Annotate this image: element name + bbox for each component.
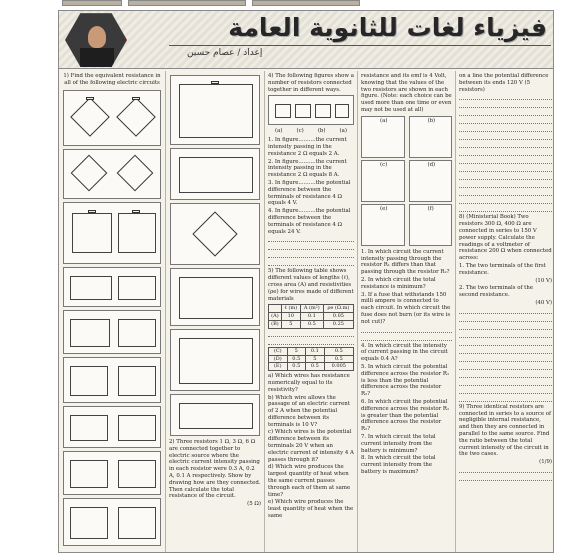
answer-line [459,118,552,124]
circuit-diagram [170,75,260,145]
circuit-loop [70,507,108,539]
answer-line [459,198,552,204]
figure-label: (f) [427,205,434,212]
column-5 [456,71,554,553]
answer-line [459,396,552,402]
table-cell: (A) [269,313,282,321]
question-5-sub: d) Which wire produces the largest quantity of heat when the same current passes through each of them at same time? [268,464,351,498]
circuit-diagram [63,90,161,146]
resistor-symbol [86,97,94,100]
circuit-loop [335,104,349,118]
answer-line [459,126,552,132]
question-6-item: 2. In which circuit the total resistance is minimum? [361,276,436,290]
circuit-loop [118,366,156,396]
answer-line [268,252,354,258]
question-5-sub: e) Which wire produces the least quantity of heat when the same [268,499,354,520]
circuit-figure [361,160,405,202]
resistor-symbol [132,97,140,100]
table-row [269,313,354,321]
question-5-sub: c) Which wires is the potential difference between its terminals 20 V when an electric current of intensity 4 A passes through it? [268,429,354,463]
circuit-loop [70,366,108,396]
answer-line [459,316,552,322]
circuit-figure [409,160,453,202]
circuit-loop [275,104,291,118]
circuit-diagram [63,310,161,354]
circuit-loop [72,213,112,253]
table-cell: 5 [287,347,306,355]
circuit-diagram [63,498,161,546]
question-4-intro: 4) The following figures show a number of resistors connected together in different ways. [268,73,354,93]
circuit-diagram [170,394,260,436]
figure-label: (b) [427,117,436,124]
question-2-text: 2) Three resistors 1 Ω, 3 Ω, 6 Ω are connected together to electric source where the electric current intensity passing in each resistor were 0.3 A, 0.2 A, 0.1 A respectively. Show by drawing how are they connected. Then calculate the total resistance of the circuit. [169,439,261,500]
answer-line [459,102,552,108]
table-cell: 10 [281,313,300,321]
column-1 [59,71,166,553]
answer-line [361,327,452,333]
table-cell: 0.005 [324,363,353,371]
circuit-figure [361,116,405,158]
answer-line [459,142,552,148]
question-8-item: 1. The two terminals of the first resistance. [459,262,546,276]
circuit-loop [70,460,108,488]
answer-line [459,182,552,188]
circuit-loop [118,213,156,253]
table-cell: (E) [269,363,288,371]
table-cell: 0.5 [324,347,353,355]
question-5-intro: 5) The following table shows different values of lengths (ℓ), cross area (A) and resistivities (ρe) for wires made of different materials [268,268,354,302]
table-row [269,355,354,363]
column-2 [166,71,265,553]
author-suit [80,48,114,68]
question-5-sub: b) Which wire allows the passage of an electric current of 2 A when the potential difference between its terminals is 10 V? [268,394,350,428]
table-cell: (C) [269,347,288,355]
circuit-diagram [170,148,260,200]
table-cell: 0.5 [287,363,306,371]
answer-line [459,190,552,196]
question-6-item: 7. In which circuit the total current intensity from the battery is minimum? [361,433,436,454]
circuit-figure [361,204,405,246]
circuit-loop [118,319,156,347]
page-thumbnail[interactable] [252,0,360,6]
table-header: A (m²) [300,305,323,313]
page-header [59,11,554,69]
circuit-diagram [63,202,161,264]
bridge-circuit [70,97,110,137]
circuit-row [361,160,452,202]
answer-line [459,380,552,386]
question-8-mark: (40 V) [535,299,552,306]
circuit-loop [315,104,331,118]
circuit-loop [70,276,112,300]
question-2-mark: (5 Ω) [247,501,261,508]
top-strip [0,0,587,8]
figure-label: (e) [380,205,388,212]
table-cell: (D) [269,355,288,363]
resistor-symbol [88,210,96,213]
circuit-loop [118,276,156,300]
figure-label: (d) [427,161,436,168]
question-1-text: 1) Find the equivalent resistance in all of the following electric circuits [63,73,161,86]
answer-line [459,475,552,481]
circuit-loop [179,277,253,319]
circuit-loop [118,460,156,488]
answer-line [459,150,552,156]
figure-label: (a) [339,128,347,135]
answer-line [459,332,552,338]
answer-line [268,236,354,242]
table-cell: 0.05 [323,313,353,321]
answer-line [459,324,552,330]
circuit-loop [179,403,253,429]
author-photo-emblem [65,13,127,67]
answer-line [459,340,552,346]
circuit-diagram [63,267,161,307]
question-8-text: 8) (Ministerial Book) Two resistors 300 Ω, 400 Ω are connected in series to 150 V power supply. Calculate the readings of a voltmeter of resistance 200 Ω when connected across: [459,214,552,262]
page-title: فيزياء لغات للثانوية العامة [228,13,547,42]
table-cell: 0.1 [300,313,323,321]
circuit-row [361,116,452,158]
question-4-item: 1. In figure..........the current intensity passing in the resistance 2 Ω equals 2 A. [268,137,347,157]
page-thumbnail[interactable] [62,0,122,6]
bridge-circuit [192,211,237,256]
answer-line [268,260,354,266]
materials-table-continued [268,347,354,371]
question-4-item: 2. In figure..........the current intensity passing in the resistance 2 Ω equals 8 A. [268,158,347,179]
answer-line [459,94,552,100]
circuit-figure [409,116,453,158]
circuit-diagram [170,329,260,391]
question-6-intro: resistance and its emf is 4 Volt, knowing that the values of the two resistors are shown in each figure. (Note: each choice can be used more than one time or even may not be used at all) [361,73,452,113]
figure-label: (a) [380,117,388,124]
author-face [88,26,106,48]
circuit-figure [409,204,453,246]
answer-line [459,364,552,370]
answer-line [361,335,452,341]
circuit-loop [70,319,110,347]
circuit-diagram [63,149,161,199]
question-6-item: 4. In which circuit the intensity of current passing in the circuit equals 0.4 A? [361,342,448,363]
question-4-item: 4. In figure..........the potential difference between the terminals of resistance 4 Ω equals 24 V. [268,208,351,235]
table-cell: 0.5 [287,355,306,363]
question-8-item: 2. The two terminals of the second resistance. [459,285,534,299]
table-cell: 5 [306,355,325,363]
figure-label-row [268,128,354,135]
circuit-diagram [63,357,161,403]
circuit-diagram [63,406,161,448]
answer-line [459,356,552,362]
question-6-item: 5. In which circuit the potential difference across the resistor R₁ is less than the potential difference across the resistor R₂? [361,363,450,398]
resistor-symbol [211,81,219,84]
worksheet-page [58,10,554,553]
answer-line [459,134,552,140]
circuit-loop [118,415,156,441]
table-cell: 0.5 [300,320,323,328]
question-6-item: 8. In which circuit the total current intensity from the battery is maximum? [361,455,436,475]
answer-line [459,308,552,314]
table-cell: 0.25 [323,320,353,328]
table-cell: 5 [281,320,300,328]
table-header: ρe (Ω.m) [323,305,353,313]
figure-label: (a) [275,128,283,135]
question-6-item: 6. In which circuit the potential difference across the resistor R₁ is greater than the potential difference across the resistor R₂? [361,398,450,433]
column-4 [358,71,456,553]
question-9-mark: (1/9) [539,459,552,466]
figure-label: (b) [317,128,326,135]
question-5-sub: a) Which wires has resistance numerically equal to its resistivity? [268,373,350,393]
answer-line [459,388,552,394]
table-cell: 0.1 [306,347,325,355]
question-7-tail: on a line the potential difference between its ends 120 V (5 resistors) [459,73,549,93]
answer-line [459,206,552,212]
question-4-item: 3. In figure..........the potential difference between the terminals of resistance 4 Ω equals 4 V. [268,179,351,207]
table-header: ℓ (m) [281,305,300,313]
table-header [269,305,282,313]
circuit-row [361,204,452,246]
table-row [269,363,354,371]
bridge-circuit [71,154,108,191]
answer-line [459,467,552,473]
table-cell: 0.5 [324,355,353,363]
circuit-diagram [170,268,260,326]
answer-line [459,348,552,354]
answer-line [459,174,552,180]
answer-line [268,339,354,345]
answer-line [459,110,552,116]
circuit-loop [179,84,253,138]
circuit-loop [118,507,156,539]
bridge-circuit [116,97,156,137]
page-thumbnail[interactable] [128,0,246,6]
question-6-item: 1. In which circuit the current intensity passing through the resistor R₁ differs than that passing through the resistor R₂? [361,248,450,276]
author-credit: إعداد / عصام حسين [187,48,263,58]
table-cell: 0.5 [306,363,325,371]
column-3 [265,71,358,553]
table-cell: (B) [269,320,282,328]
circuit-loop [179,157,253,193]
answer-line [459,166,552,172]
circuit-diagram [63,451,161,495]
resistor-figures [268,95,354,125]
question-9-text: 9) Three identical resistors are connected in series to a source of negligible internal resistance, and then they are connected in parallel to the same source. Find the ratio between the total current intensity of the circuit in the two cases. [459,403,552,458]
question-8-mark: (10 V) [535,277,552,284]
figure-label: (c) [296,128,304,135]
bridge-circuit [117,154,154,191]
answer-line [459,158,552,164]
table-row [269,347,354,355]
answer-line [268,244,354,250]
figure-label: (c) [380,161,388,168]
answer-line [268,331,354,337]
materials-table [268,304,354,328]
question-6-item: 3. If a fuse that withstands 150 milli ampere is connected to each circuit. In which circuit the fuse does not burn (or its wire is not cut)? [361,291,451,325]
circuit-loop [70,415,108,441]
circuit-loop [179,338,253,384]
resistor-symbol [132,210,140,213]
answer-line [459,372,552,378]
table-row [269,320,354,328]
circuit-loop [295,104,311,118]
circuit-diagram [170,203,260,265]
